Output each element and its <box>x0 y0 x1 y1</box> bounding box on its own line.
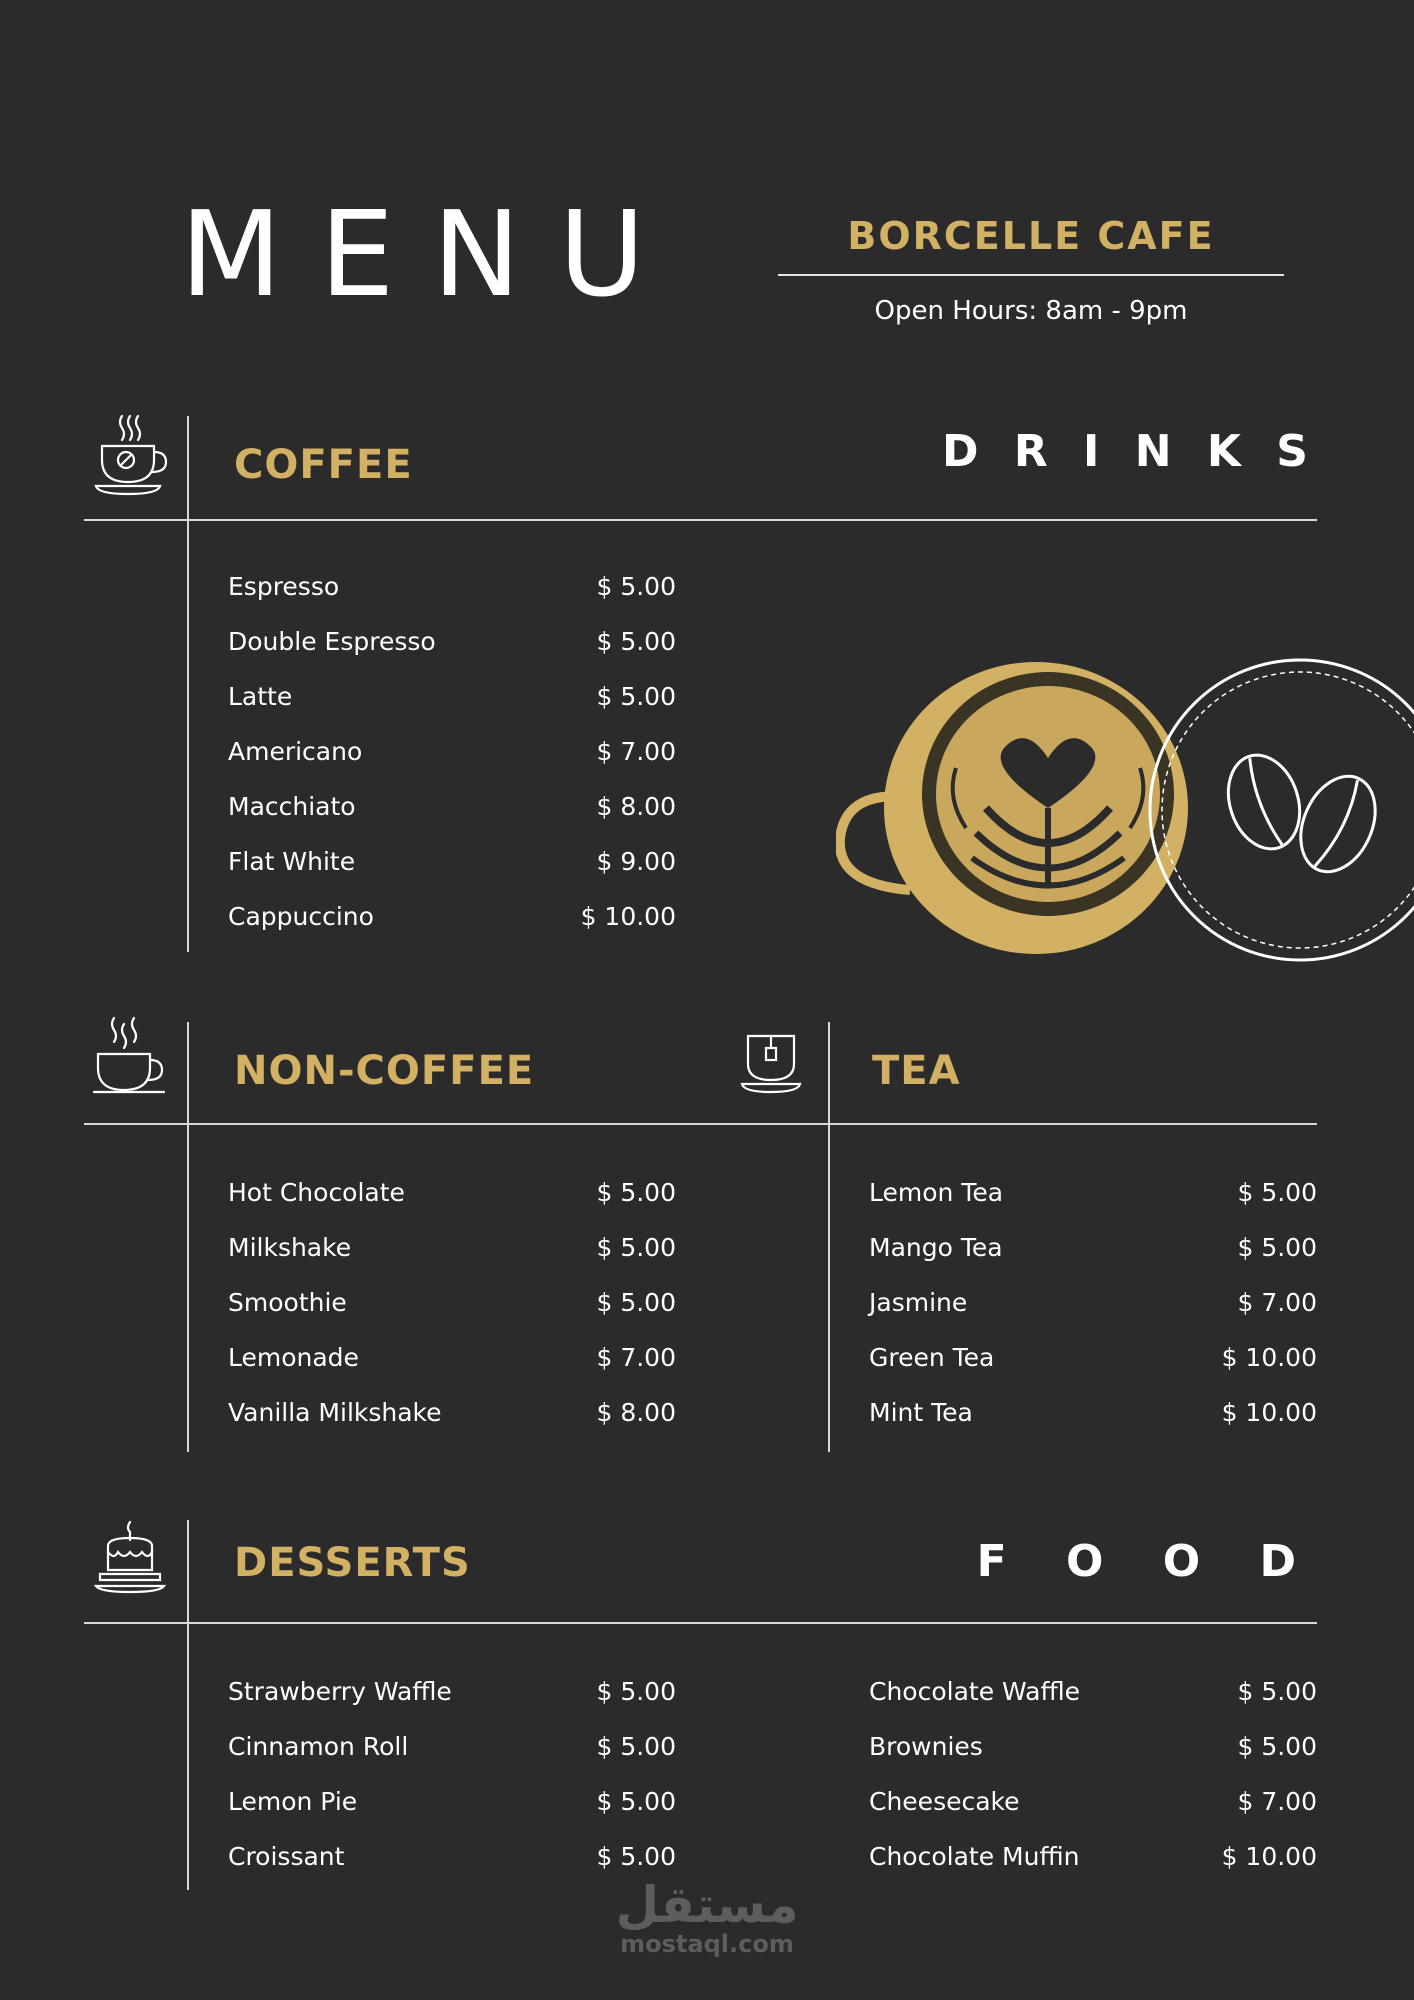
menu-item <box>228 669 676 724</box>
item-name: Chocolate Muffin <box>869 1842 1080 1871</box>
menu-item <box>228 889 676 944</box>
item-name: Americano <box>228 737 363 766</box>
menu-item <box>869 1664 1317 1719</box>
item-name: Smoothie <box>228 1288 347 1317</box>
desserts-right-item-list <box>869 1664 1317 1884</box>
item-price: $ 10.00 <box>1221 1842 1317 1871</box>
item-name: Croissant <box>228 1842 345 1871</box>
menu-title: MENU <box>180 185 684 323</box>
coffee-divider <box>84 519 1317 521</box>
non-coffee-vertical-divider <box>187 1022 189 1452</box>
item-name: Mint Tea <box>869 1398 973 1427</box>
cafe-name: BORCELLE CAFE <box>847 214 1215 258</box>
non-coffee-section-title: NON-COFFEE <box>234 1048 535 1094</box>
desserts-section-title: DESSERTS <box>234 1540 471 1586</box>
item-price: $ 5.00 <box>1237 1178 1317 1207</box>
item-price: $ 5.00 <box>596 572 676 601</box>
item-name: Chocolate Waffle <box>869 1677 1081 1706</box>
menu-item <box>228 1664 676 1719</box>
item-name: Mango Tea <box>869 1233 1003 1262</box>
cafe-name-divider <box>778 274 1284 276</box>
watermark-latin: mostaql.com <box>620 1930 794 1958</box>
coffee-item-list <box>228 559 676 944</box>
item-name: Cinnamon Roll <box>228 1732 409 1761</box>
item-price: $ 5.00 <box>596 627 676 656</box>
item-price: $ 5.00 <box>596 682 676 711</box>
item-name: Macchiato <box>228 792 356 821</box>
item-price: $ 8.00 <box>596 792 676 821</box>
tea-item-list <box>869 1165 1317 1440</box>
food-label: F O O D <box>976 1536 1318 1587</box>
menu-item <box>869 1385 1317 1440</box>
menu-item <box>869 1719 1317 1774</box>
item-name: Espresso <box>228 572 340 601</box>
non-coffee-item-list <box>228 1165 676 1440</box>
tea-vertical-divider <box>828 1022 830 1452</box>
desserts-divider <box>84 1622 1317 1624</box>
item-price: $ 5.00 <box>1237 1233 1317 1262</box>
item-price: $ 10.00 <box>1221 1343 1317 1372</box>
non-coffee-tea-divider <box>84 1123 1317 1125</box>
tea-cup-icon <box>740 1034 804 1096</box>
item-name: Brownies <box>869 1732 983 1761</box>
item-price: $ 7.00 <box>596 1343 676 1372</box>
tea-section-title: TEA <box>872 1048 961 1094</box>
menu-item <box>228 614 676 669</box>
coffee-cup-icon <box>92 412 168 498</box>
menu-item <box>228 1719 676 1774</box>
open-hours: Open Hours: 8am - 9pm <box>874 296 1188 326</box>
menu-item <box>228 1330 676 1385</box>
menu-item <box>228 779 676 834</box>
coffee-section-title: COFFEE <box>234 442 413 488</box>
cake-icon <box>94 1520 166 1594</box>
item-price: $ 5.00 <box>596 1677 676 1706</box>
menu-item <box>869 1829 1317 1884</box>
item-price: $ 10.00 <box>1221 1398 1317 1427</box>
coffee-vertical-divider <box>187 416 189 952</box>
item-name: Lemonade <box>228 1343 359 1372</box>
item-price: $ 7.00 <box>1237 1288 1317 1317</box>
menu-item <box>228 1385 676 1440</box>
item-price: $ 8.00 <box>596 1398 676 1427</box>
menu-item <box>869 1220 1317 1275</box>
item-price: $ 10.00 <box>580 902 676 931</box>
menu-item <box>869 1330 1317 1385</box>
menu-item <box>228 1165 676 1220</box>
item-name: Cheesecake <box>869 1787 1020 1816</box>
item-price: $ 5.00 <box>596 1787 676 1816</box>
item-price: $ 9.00 <box>596 847 676 876</box>
item-name: Latte <box>228 682 293 711</box>
menu-item <box>869 1275 1317 1330</box>
item-price: $ 5.00 <box>596 1233 676 1262</box>
menu-item <box>228 1220 676 1275</box>
item-name: Double Espresso <box>228 627 436 656</box>
item-name: Strawberry Waffle <box>228 1677 452 1706</box>
menu-item <box>228 834 676 889</box>
item-price: $ 5.00 <box>596 1178 676 1207</box>
item-price: $ 5.00 <box>1237 1732 1317 1761</box>
menu-item <box>228 1829 676 1884</box>
menu-item <box>228 559 676 614</box>
item-name: Lemon Pie <box>228 1787 358 1816</box>
item-name: Hot Chocolate <box>228 1178 405 1207</box>
desserts-left-item-list <box>228 1664 676 1884</box>
item-price: $ 5.00 <box>596 1842 676 1871</box>
item-name: Cappuccino <box>228 902 374 931</box>
item-name: Vanilla Milkshake <box>228 1398 442 1427</box>
item-price: $ 7.00 <box>1237 1787 1317 1816</box>
coffee-beans-illustration <box>1148 656 1414 970</box>
menu-item <box>869 1165 1317 1220</box>
item-price: $ 5.00 <box>596 1288 676 1317</box>
desserts-vertical-divider <box>187 1520 189 1890</box>
item-name: Milkshake <box>228 1233 352 1262</box>
item-price: $ 5.00 <box>1237 1677 1317 1706</box>
watermark <box>600 1876 814 1959</box>
item-name: Lemon Tea <box>869 1178 1004 1207</box>
menu-item <box>228 1275 676 1330</box>
item-name: Jasmine <box>869 1288 968 1317</box>
item-name: Green Tea <box>869 1343 995 1372</box>
item-price: $ 7.00 <box>596 737 676 766</box>
drinks-label: D R I N K S <box>942 426 1318 477</box>
menu-item <box>869 1774 1317 1829</box>
hot-drink-icon <box>92 1016 168 1096</box>
item-name: Flat White <box>228 847 356 876</box>
menu-item <box>228 1774 676 1829</box>
watermark-arabic: مستقل <box>615 1876 799 1934</box>
menu-item <box>228 724 676 779</box>
item-price: $ 5.00 <box>596 1732 676 1761</box>
